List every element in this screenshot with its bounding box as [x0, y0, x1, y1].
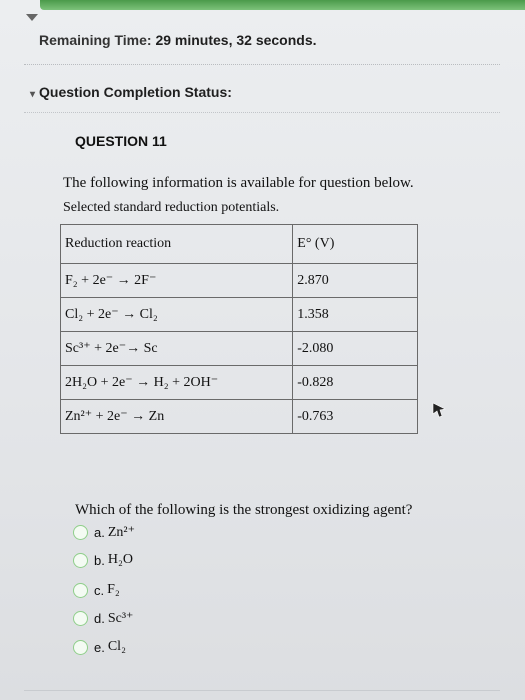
remaining-time — [39, 32, 317, 48]
reaction-cell: Cl₂ + 2e⁻ → Cl₂ — [61, 298, 293, 332]
caret-down-icon[interactable] — [26, 14, 38, 21]
option-text: F₂ — [107, 582, 120, 597]
remaining-time-label: Remaining Time: — [39, 32, 152, 48]
potential-cell: -0.828 — [293, 366, 418, 400]
divider — [24, 64, 500, 65]
table-row — [61, 400, 418, 434]
option-letter: c. — [94, 582, 105, 598]
question-prompt: Which of the following is the strongest oxidizing agent? — [75, 502, 413, 518]
reaction-cell: Sc³⁺ + 2e⁻→ Sc — [61, 332, 293, 366]
status-label: Question Completion Status: — [39, 84, 232, 100]
option-letter: b. — [94, 552, 105, 568]
option-text: Zn²⁺ — [107, 524, 135, 540]
potential-cell: 1.358 — [293, 298, 418, 332]
radio-button[interactable] — [73, 611, 88, 626]
radio-button[interactable] — [73, 525, 88, 540]
reaction-cell: 2H₂O + 2e⁻ → H₂ + 2OH⁻ — [61, 366, 293, 400]
potential-cell: -0.763 — [293, 400, 418, 434]
table-header-row — [61, 225, 418, 264]
potential-cell: 2.870 — [293, 264, 418, 298]
table-row — [61, 298, 418, 332]
remaining-time-value: 29 minutes, 32 seconds. — [155, 32, 317, 48]
reaction-cell: F₂ + 2e⁻ → 2F⁻ — [61, 264, 293, 298]
header-potential: E° (V) — [293, 225, 418, 264]
option-text: H₂O — [107, 552, 133, 567]
question-completion-status[interactable] — [30, 84, 232, 100]
header-reaction: Reduction reaction — [61, 225, 293, 264]
answer-option-e[interactable] — [73, 637, 126, 657]
radio-button[interactable] — [73, 640, 88, 655]
table-row — [61, 332, 418, 366]
option-text: Sc³⁺ — [107, 610, 134, 626]
radio-button[interactable] — [73, 553, 88, 568]
divider — [24, 690, 500, 691]
question-number: QUESTION 11 — [75, 133, 167, 149]
option-text: Cl₂ — [107, 639, 126, 654]
table-caption: Selected standard reduction potentials. — [63, 200, 280, 215]
answer-option-d[interactable] — [73, 608, 133, 628]
reduction-potentials-table — [60, 224, 418, 434]
table-row — [61, 264, 418, 298]
top-progress-bar — [40, 0, 525, 10]
radio-button[interactable] — [73, 583, 88, 598]
answer-option-c[interactable] — [73, 580, 120, 600]
potential-cell: -2.080 — [293, 332, 418, 366]
reaction-cell: Zn²⁺ + 2e⁻ → Zn — [61, 400, 293, 434]
divider — [24, 112, 500, 113]
option-letter: d. — [94, 610, 105, 626]
answer-option-b[interactable] — [73, 550, 133, 570]
option-letter: e. — [94, 639, 105, 655]
answer-option-a[interactable] — [73, 522, 135, 542]
option-letter: a. — [94, 524, 105, 540]
table-row — [61, 366, 418, 400]
mouse-pointer-icon — [432, 402, 446, 418]
question-intro: The following information is available for question below. — [63, 175, 414, 191]
expand-chevron-icon[interactable]: ▾ — [30, 89, 36, 100]
